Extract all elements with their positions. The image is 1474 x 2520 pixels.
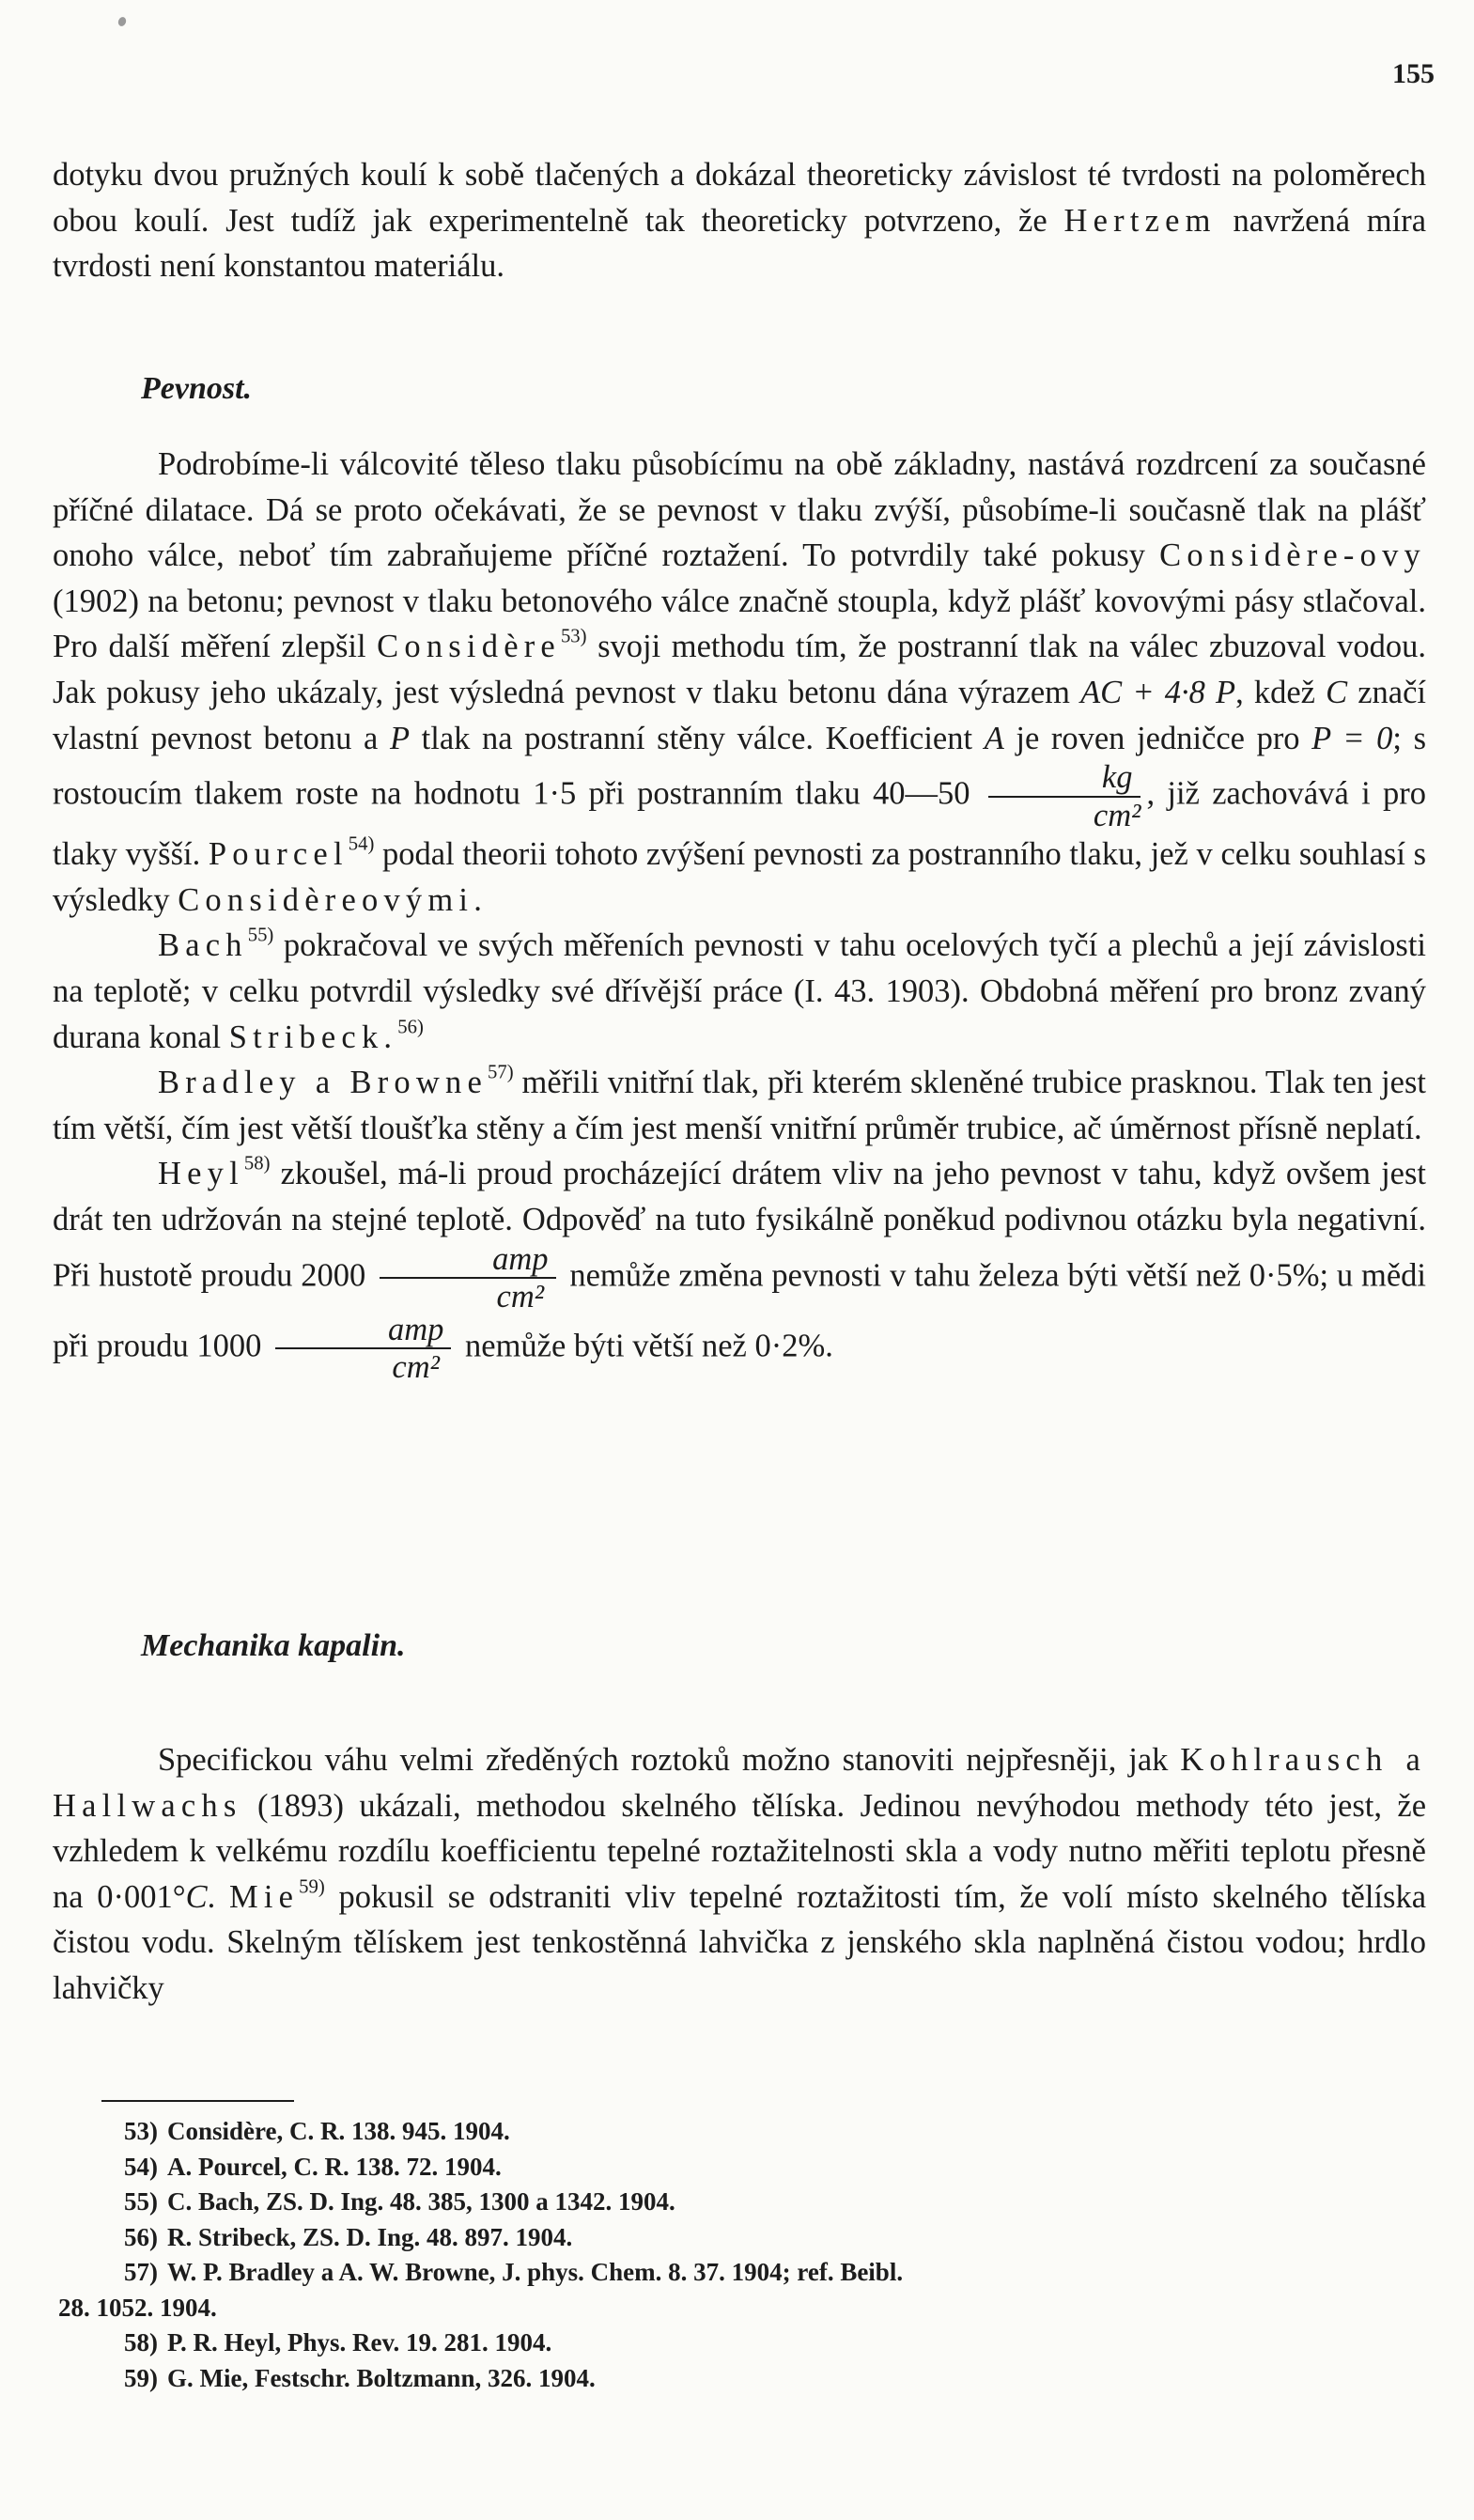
- ink-speck: [117, 16, 128, 27]
- paragraph-considere: Podrobíme-li válcovité těleso tlaku působícímu na obě základny, nastává rozdrcení za současné příčné dilatace. Dá se proto očekávati, že se pevnost v tlaku zvýší, působíme-li současně tlak na plášť onoho válce, neboť tím zabraňujeme příčné roztažení. To potvrdily také pokusy Considère-ovy (1902) na betonu; pevnost v tlaku betonového válce značně stoupla, když plášť kovovými pásy stlačoval. Pro další měření zlepšil Considère$^{53)}$ svoji methodu tím, že postranní tlak na válec zbuzoval vodou. Jak pokusy jeho ukázaly, jest výsledná pevnost v tlaku betonu dána výrazem AC + 4·8 P, kdež C značí vlastní pevnost betonu a P tlak na postranní stěny válce. Koefficient A je roven jedničce pro P = 0; s rostoucím tlakem roste na hodnotu 1·5 při postranním tlaku 40—50 $\frac{kg}{\text{cm²}}$ , již zachovává i pro tlaky vyšší. Pourcel$^{54)}$ podal theorii tohoto zvýšení pevnosti za postranního tlaku, jež v celku souhlasí s výsledky Considèreovými.: [53, 446, 1427, 918]
- footnote-ref-54: 54): [348, 833, 375, 855]
- paragraph-hertz: dotyku dvou pružných koulí k sobě tlačených a dokázal theoreticky závislost té tvrdosti na poloměrech obou koulí. Jest tudíž jak experimentelně tak theoreticky potvrzeno, že Hertzem navržená míra tvrdosti není konstantou materiálu.: [53, 157, 1427, 285]
- footnote: 57) W. P. Bradley a A. W. Browne, J. phys. Chem. 8. 37. 1904; ref. Beibl.: [124, 2258, 904, 2286]
- section-heading-pevnost: Pevnost.: [141, 371, 253, 406]
- section-mechanika: [53, 1737, 1426, 2012]
- footnote-ref-57: 57): [488, 1062, 514, 1083]
- footnote-ref-56: 56): [397, 1017, 424, 1038]
- expression-ac: AC + 4·8 P: [1080, 674, 1236, 710]
- footnote-divider: [101, 2100, 294, 2102]
- fraction-kg-cm2: $\frac{kg}{\text{cm²}}$: [988, 761, 1141, 832]
- paragraph-bradley: Bradley a Browne$^{57)}$ měřili vnitřní tlak, při kterém skleněné trubice prasknou. Tlak ten jest tím větší, čím jest větší tloušťka stěny a čím jest menší vnitřní průměr trubice, ač úměrnost přísně neplatí.: [53, 1062, 1426, 1146]
- footnotes: [58, 2114, 1430, 2396]
- section-pevnost: [53, 442, 1426, 1384]
- page-number: 155: [1392, 58, 1435, 89]
- footnote: 54) A. Pourcel, C. R. 138. 72. 1904.: [124, 2152, 502, 2181]
- footnote: 55) C. Bach, ZS. D. Ing. 48. 385, 1300 a 1342. 1904.: [124, 2187, 675, 2216]
- fraction-amp-cm2-1: $\frac{\text{amp}}{\text{cm²}}$: [380, 1243, 555, 1314]
- footnote: 53) Considère, C. R. 138. 945. 1904.: [124, 2117, 510, 2145]
- fraction-amp-cm2-2: $\frac{\text{amp}}{\text{cm²}}$: [275, 1314, 451, 1384]
- paragraph-bach: Bach$^{55)}$ pokračoval ve svých měřeních pevnosti v tahu ocelových tyčí a plechů a její závislosti na teplotě; v celku potvrdil výsledky své dřívější práce (I. 43. 1903). Obdobná měření pro bronz zvaný durana konal Stribeck.$^{56)}$: [53, 925, 1427, 1055]
- paragraph-kohlrausch: Specifickou váhu velmi zředěných roztoků možno stanoviti nejpřesněji, jak Kohlrausch a Hallwachs (1893) ukázali, methodou skelného tělíska. Jedinou nevýhodou methody této jest, že vzhledem k velkému rozdílu koefficientu tepelné roztažitelnosti skla a vody nutno měřiti teplotu přesně na 0·001°C. Mie$^{59)}$ pokusil se odstraniti vliv tepelné roztažitosti tím, že volí místo skelného tělíska čistou vodu. Skelným tělískem jest tenkostěnná lahvička z jenského skla naplněná čistou vodou; hrdlo lahvičky: [53, 1742, 1427, 2006]
- footnote-ref-55: 55): [247, 925, 274, 946]
- footnote-ref-53: 53): [560, 626, 587, 647]
- footnote-ref-59: 59): [299, 1876, 325, 1898]
- author-hertz: Hertzem: [1063, 202, 1217, 239]
- paragraph-heyl: Heyl$^{58)}$ zkoušel, má-li proud procházející drátem vliv na jeho pevnost v tahu, když ovšem jest drát ten udržován na stejné teplotě. Odpověď na tuto fysikálně poněkud podivnou otázku byla negativní. Při hustotě proudu 2000 $\frac{\text{amp}}{\text{cm²}}$ nemůže změna pevnosti v tahu železa býti větší než 0·5%; u mědi při proudu 1000 $\frac{\text{amp}}{\text{cm²}}$ nemůže býti větší než 0·2%.: [53, 1153, 1426, 1385]
- footnote: 56) R. Stribeck, ZS. D. Ing. 48. 897. 1904.: [124, 2222, 573, 2251]
- footnote: 59) G. Mie, Festschr. Boltzmann, 326. 1904.: [124, 2363, 596, 2392]
- footnote-ref-58: 58): [243, 1153, 271, 1174]
- footnote-continuation: 28. 1052. 1904.: [58, 2293, 217, 2322]
- section-heading-mechanika: Mechanika kapalin.: [141, 1628, 406, 1663]
- footnote: 58) P. R. Heyl, Phys. Rev. 19. 281. 1904.: [124, 2328, 552, 2357]
